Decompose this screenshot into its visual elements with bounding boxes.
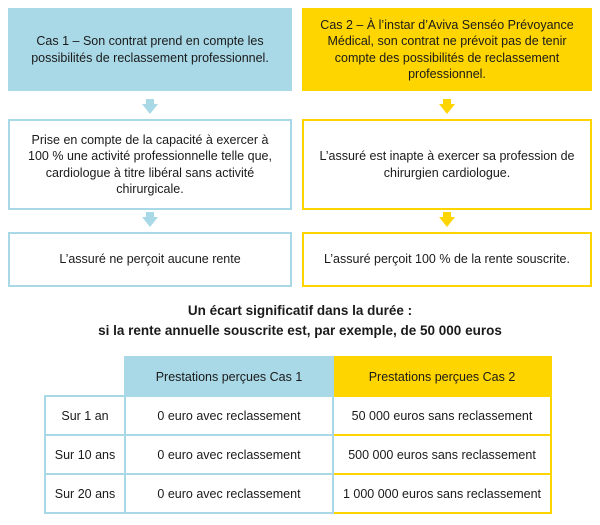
- row-cas2-value: 1 000 000 euros sans reclassement: [333, 474, 551, 513]
- row-cas2-value: 50 000 euros sans reclassement: [333, 396, 551, 435]
- case2-header-text: Cas 2 – À l’instar d’Aviva Senséo Prévoyance Médical, son contrat ne prévoit pas de tenir compte des possibilités de reclassement professionnel.: [320, 17, 574, 81]
- table-row: [45, 435, 551, 474]
- table-corner-cell: [45, 357, 125, 396]
- case2-result-text: L’assuré perçoit 100 % de la rente souscrite.: [324, 252, 570, 267]
- row-cas1-value: 0 euro avec reclassement: [125, 396, 333, 435]
- case2-header: [302, 8, 592, 91]
- headline-line2: si la rente annuelle souscrite est, par exemple, de 50 000 euros: [98, 323, 502, 338]
- case2-arrow2-icon: [439, 217, 455, 227]
- row-label: Sur 20 ans: [45, 474, 125, 513]
- case1-result: [8, 232, 292, 287]
- row-label: Sur 10 ans: [45, 435, 125, 474]
- case1-header-text: Cas 1 – Son contrat prend en compte les possibilités de reclassement professionnel.: [31, 34, 269, 65]
- case2-result: [302, 232, 592, 287]
- case1-arrow1-icon: [142, 104, 158, 114]
- case1-middle-text: Prise en compte de la capacité à exercer à 100 % une activité professionnelle telle que, cardiologue à titre libéral sans activité chirurgicale.: [28, 132, 272, 196]
- case1-result-text: L’assuré ne perçoit aucune rente: [59, 252, 241, 267]
- table-row: [45, 396, 551, 435]
- row-cas2-value: 500 000 euros sans reclassement: [333, 435, 551, 474]
- row-cas1-value: 0 euro avec reclassement: [125, 435, 333, 474]
- case2-arrow1-icon: [439, 104, 455, 114]
- case2-middle-text: L’assuré est inapte à exercer sa profession de chirurgien cardiologue.: [319, 149, 575, 180]
- case2-middle: [302, 119, 592, 210]
- row-cas1-value: 0 euro avec reclassement: [125, 474, 333, 513]
- comparison-table: [44, 356, 552, 514]
- table-row: [45, 474, 551, 513]
- headline-line1: Un écart significatif dans la durée :: [187, 303, 413, 318]
- col2-header: Prestations perçues Cas 2: [333, 357, 551, 396]
- table-header-row: [45, 357, 551, 396]
- case1-header: [8, 8, 292, 91]
- col1-header: Prestations perçues Cas 1: [125, 357, 333, 396]
- case1-middle: [8, 119, 292, 210]
- case1-arrow2-icon: [142, 217, 158, 227]
- row-label: Sur 1 an: [45, 396, 125, 435]
